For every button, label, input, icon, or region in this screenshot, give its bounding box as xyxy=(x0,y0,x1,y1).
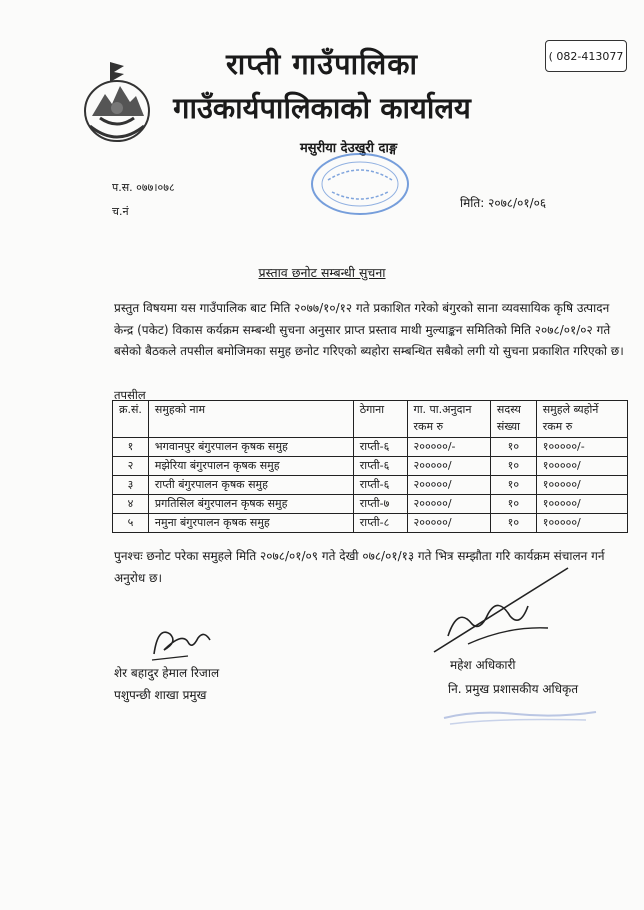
cell-serial: ३ xyxy=(113,476,149,495)
cell-members: १० xyxy=(490,438,536,457)
table-row xyxy=(113,476,628,495)
col-header-members: सदस्य संख्या xyxy=(490,401,536,438)
left-signatory-name: शेर बहादुर हेमाल रिजाल xyxy=(114,666,220,680)
table-row xyxy=(113,514,628,533)
col-header-group-name: समुहको नाम xyxy=(148,401,353,438)
cell-contribution: १०००००/ xyxy=(536,457,627,476)
table-row xyxy=(113,457,628,476)
office-title-line2: गाउँकार्यपालिकाको कार्यालय xyxy=(173,91,471,125)
cell-grant: २०००००/ xyxy=(407,476,490,495)
cell-grant: २०००००/ xyxy=(407,495,490,514)
left-signature-icon xyxy=(148,620,218,664)
office-address: मसुरीया देउखुरी दाङ्ग xyxy=(300,141,398,156)
cell-serial: ४ xyxy=(113,495,149,514)
right-signatory-post: नि. प्रमुख प्रशासकीय अधिकृत xyxy=(448,682,579,696)
notice-subject: प्रस्ताव छनोट सम्बन्धी सुचना xyxy=(258,265,386,280)
table-row xyxy=(113,438,628,457)
cell-group-name: राप्ती बंगुरपालन कृषक समुह xyxy=(148,476,353,495)
cell-address: राप्ती-६ xyxy=(353,457,407,476)
cell-group-name: मझेरिया बंगुरपालन कृषक समुह xyxy=(148,457,353,476)
reference-number: प.स. ०७७।०७८ xyxy=(112,181,175,194)
followup-note: पुनश्चः छनोट परेका समुहले मिति २०७८/०१/०९ गते देखी ०७८/०१/१३ गते भित्र सम्झौता गरि कार्यक्रम संचालन गर्न अनुरोध छ। xyxy=(114,549,605,585)
cell-address: राप्ती-७ xyxy=(353,495,407,514)
cell-serial: २ xyxy=(113,457,149,476)
cell-grant: २०००००/- xyxy=(407,438,490,457)
cell-address: राप्ती-६ xyxy=(353,438,407,457)
table-header-row xyxy=(113,401,628,438)
cell-serial: ५ xyxy=(113,514,149,533)
cell-address: राप्ती-६ xyxy=(353,476,407,495)
cell-members: १० xyxy=(490,457,536,476)
col-header-contribution: समुहले ब्यहोर्ने रकम रु xyxy=(536,401,627,438)
cell-grant: २०००००/ xyxy=(407,514,490,533)
tapsil-label: तपसील xyxy=(114,388,146,402)
cell-group-name: नमुना बंगुरपालन कृषक समुह xyxy=(148,514,353,533)
phone-box: ( 082-413077 xyxy=(545,40,627,72)
office-stamp-icon xyxy=(308,150,412,218)
cell-members: १० xyxy=(490,476,536,495)
notice-paragraph: प्रस्तुत विषयमा यस गाउँपालिक बाट मिति २०७७/१०/१२ गते प्रकाशित गरेको बंगुरको साना व्यवसायिक कृषि उत्पादन केन्द्र (पकेट) विकास कर्यक्रम सम्बन्धी सुचना अनुसार प्राप्त प्रस्ताव माथी मुल्याङ्कन समितिको मिति २०७८/०१/०२ गते बसेको बैठकले तपसील बमोजिमका समुह छनोट गरिएको ब्यहोरा सम्बन्धित सबैको लगी यो सुचना प्रकाशित गरिएको छ। xyxy=(114,301,624,358)
col-header-serial: क्र.सं. xyxy=(113,401,149,438)
cell-serial: १ xyxy=(113,438,149,457)
col-header-grant: गा. पा.अनुदान रकम रु xyxy=(407,401,490,438)
cell-contribution: १०००००/ xyxy=(536,495,627,514)
cell-members: १० xyxy=(490,495,536,514)
right-signature-icon xyxy=(428,566,578,656)
letter-date: मिति: २०७८/०१/०६ xyxy=(460,196,547,210)
cell-contribution: १०००००/ xyxy=(536,476,627,495)
cell-group-name: प्रगतिसिल बंगुरपालन कृषक समुह xyxy=(148,495,353,514)
cell-group-name: भगवानपुर बंगुरपालन कृषक समुह xyxy=(148,438,353,457)
cell-contribution: १०००००/ xyxy=(536,514,627,533)
cell-members: १० xyxy=(490,514,536,533)
right-signatory-name: महेश अधिकारी xyxy=(450,658,516,672)
col-header-address: ठेगाना xyxy=(353,401,407,438)
office-title-line1: राप्ती गाउँपालिका xyxy=(225,47,419,81)
table-row xyxy=(113,495,628,514)
cell-grant: २०००००/ xyxy=(407,457,490,476)
dispatch-number: च.नं xyxy=(112,205,129,218)
cell-contribution: १०००००/- xyxy=(536,438,627,457)
faint-stamp-icon xyxy=(436,700,606,730)
left-signatory-post: पशुपन्छी शाखा प्रमुख xyxy=(114,688,207,702)
selected-groups-table xyxy=(112,400,628,533)
cell-address: राप्ती-८ xyxy=(353,514,407,533)
